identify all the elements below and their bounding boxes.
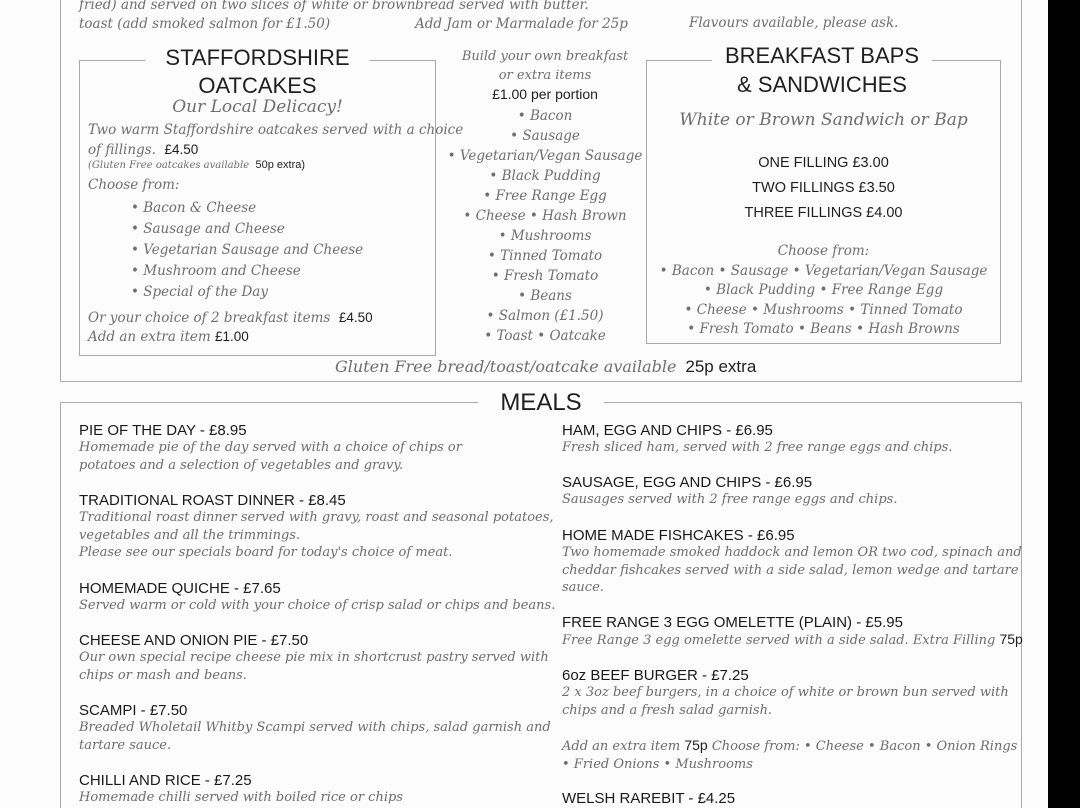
list-item: • Tinned Tomato bbox=[487, 248, 603, 264]
list-item: • Salmon (£1.50) bbox=[486, 308, 604, 324]
baps-subtitle: White or Brown Sandwich or Bap bbox=[679, 110, 968, 130]
list-item: • Cheese • Mushrooms • Tinned Tomato bbox=[684, 301, 963, 318]
meal-description: Served warm or cold with your choice of crisp salad or chips and beans. bbox=[79, 598, 556, 613]
list-item: • Fresh Tomato bbox=[491, 268, 599, 284]
meals-title: MEALS bbox=[478, 389, 604, 417]
list-item: • Beans bbox=[518, 288, 572, 304]
list-item: • Special of the Day bbox=[131, 284, 268, 300]
meal-item bbox=[79, 702, 551, 754]
meal-item bbox=[562, 614, 1023, 650]
list-item: • Free Range Egg bbox=[483, 188, 607, 204]
list-item: • Vegetarian Sausage and Cheese bbox=[131, 242, 364, 258]
oatcakes-description: Two warm Staffordshire oatcakes served with a choice of fillings. £4.50 bbox=[88, 122, 464, 158]
oatcakes-choose-label: Choose from: bbox=[88, 177, 180, 193]
meal-name: HOMEMADE QUICHE - £7.65 bbox=[79, 580, 281, 597]
list-item: • Bacon bbox=[517, 108, 573, 124]
meal-name: SAUSAGE, EGG AND CHIPS - £6.95 bbox=[562, 474, 813, 491]
meal-name: PIE OF THE DAY - £8.95 bbox=[79, 422, 247, 439]
meal-name: SCAMPI - £7.50 bbox=[79, 702, 188, 719]
build-breakfast-items bbox=[425, 106, 665, 346]
oatcakes-subtitle: Our Local Delicacy! bbox=[172, 97, 343, 117]
meal-item bbox=[562, 422, 952, 457]
meal-name: HAM, EGG AND CHIPS - £6.95 bbox=[562, 422, 773, 439]
oatcakes-title: STAFFORDSHIRE OATCAKES bbox=[145, 44, 370, 100]
meal-description: Traditional roast dinner served with gravy, roast and seasonal potatoes, vegetables and all the trimmings. Please see our specials board for today's choice of meat. bbox=[79, 510, 554, 560]
meal-name: WELSH RAREBIT - £4.25 bbox=[562, 790, 736, 807]
baps-choose-section: Choose from: • Bacon • Sausage • Vegetarian/Vegan Sausage • Black Pudding • Free Range Egg • Cheese • Mushrooms • Tinned Tomato • Fresh Tomato • Beans • Hash Browns bbox=[646, 242, 1001, 340]
meal-item bbox=[562, 527, 1022, 597]
meal-name: CHEESE AND ONION PIE - £7.50 bbox=[79, 632, 309, 649]
list-item: • Toast • Oatcake bbox=[484, 328, 606, 344]
meal-item bbox=[79, 422, 462, 474]
meal-name: 6oz BEEF BURGER - £7.25 bbox=[562, 667, 749, 684]
oatcakes-choice-line: Or your choice of 2 breakfast items £4.50 bbox=[88, 310, 373, 326]
meal-name: FREE RANGE 3 EGG OMELETTE (PLAIN) - £5.95 bbox=[562, 614, 903, 631]
build-breakfast-price: £1.00 per portion bbox=[492, 86, 598, 102]
baps-fillings-prices: ONE FILLING £3.00 TWO FILLINGS £3.50 THREE FILLINGS £4.00 bbox=[744, 155, 903, 221]
meal-description: Homemade pie of the day served with a choice of chips or potatoes and a selection of vegetables and gravy. bbox=[79, 440, 462, 473]
oatcakes-gf-note: (Gluten Free oatcakes available 50p extra) bbox=[88, 159, 306, 171]
oatcakes-extra-line: Add an extra item £1.00 bbox=[88, 329, 249, 345]
meal-name: CHILLI AND RICE - £7.25 bbox=[79, 772, 252, 789]
meal-description: 2 x 3oz beef burgers, in a choice of white or brown bun served with chips and a fresh salad garnish. bbox=[562, 685, 1009, 718]
list-item: • Mushroom and Cheese bbox=[131, 263, 301, 279]
meal-item bbox=[562, 790, 735, 807]
meal-name: TRADITIONAL ROAST DINNER - £8.45 bbox=[79, 492, 346, 509]
gluten-free-note: Gluten Free bread/toast/oatcake available 25p extra bbox=[335, 357, 757, 376]
meal-description: Breaded Wholetail Whitby Scampi served with chips, salad garnish and tartare sauce. bbox=[79, 720, 551, 753]
meal-description: Fresh sliced ham, served with 2 free range eggs and chips. bbox=[562, 440, 953, 455]
meal-description: Homemade chilli served with boiled rice or chips bbox=[79, 790, 403, 805]
meal-item bbox=[79, 492, 554, 562]
meal-item bbox=[79, 580, 555, 615]
meal-item bbox=[79, 632, 549, 684]
meal-description: Free Range 3 egg omelette served with a side salad. Extra Filling 75p bbox=[562, 631, 1023, 648]
list-item: • Black Pudding • Free Range Egg bbox=[703, 282, 944, 298]
list-item: • Sausage bbox=[510, 128, 580, 144]
top-middle-text: bread served with butter. Add Jam or Marmalade for 25p bbox=[415, 0, 628, 32]
meal-item bbox=[79, 772, 403, 807]
meal-item bbox=[562, 474, 897, 509]
list-item: • Black Pudding bbox=[489, 168, 601, 184]
list-item: • Mushrooms bbox=[498, 228, 592, 244]
oatcakes-fillings-list bbox=[131, 198, 363, 303]
meal-description: Our own special recipe cheese pie mix in shortcrust pastry served with chips or mash and beans. bbox=[79, 650, 549, 683]
extra-filling-price: 75p bbox=[999, 631, 1023, 647]
top-left-text: fried) and served on two slices of white or brown toast (add smoked salmon for £1.50) bbox=[79, 0, 416, 32]
meal-name: HOME MADE FISHCAKES - £6.95 bbox=[562, 527, 795, 544]
oatcakes-price: £4.50 bbox=[164, 142, 199, 157]
meal-description: Two homemade smoked haddock and lemon OR two cod, spinach and cheddar fishcakes served with a side salad, lemon wedge and tartare sauce. bbox=[562, 545, 1022, 595]
baps-title: BREAKFAST BAPS & SANDWICHES bbox=[712, 41, 932, 99]
top-right-text: Flavours available, please ask. bbox=[689, 15, 899, 31]
list-item: • Vegetarian/Vegan Sausage bbox=[447, 148, 643, 164]
list-item: • Sausage and Cheese bbox=[131, 221, 285, 237]
list-item: • Bacon • Sausage • Vegetarian/Vegan Sausage bbox=[659, 262, 988, 279]
meal-description: Sausages served with 2 free range eggs and chips. bbox=[562, 492, 898, 507]
list-item: • Cheese • Hash Brown bbox=[463, 208, 627, 224]
meal-item bbox=[562, 667, 1009, 719]
build-breakfast-section: Build your own breakfast or extra items £1.00 per portion • Bacon • Sausage • Vegetarian/Vegan Sausage • Black Pudding • Free Range Egg • Cheese • Hash Brown • Mushrooms • Tinned Tomato • Fresh Tomato • Beans • Salmon (£1.50) • Toast • Oatcake bbox=[425, 47, 665, 346]
list-item: • Fresh Tomato • Beans • Hash Browns bbox=[687, 321, 960, 337]
burger-addon-note: Add an extra item 75p Choose from: • Cheese • Bacon • Onion Rings • Fried Onions • Mushrooms bbox=[562, 737, 1018, 772]
list-item: • Bacon & Cheese bbox=[131, 200, 257, 216]
